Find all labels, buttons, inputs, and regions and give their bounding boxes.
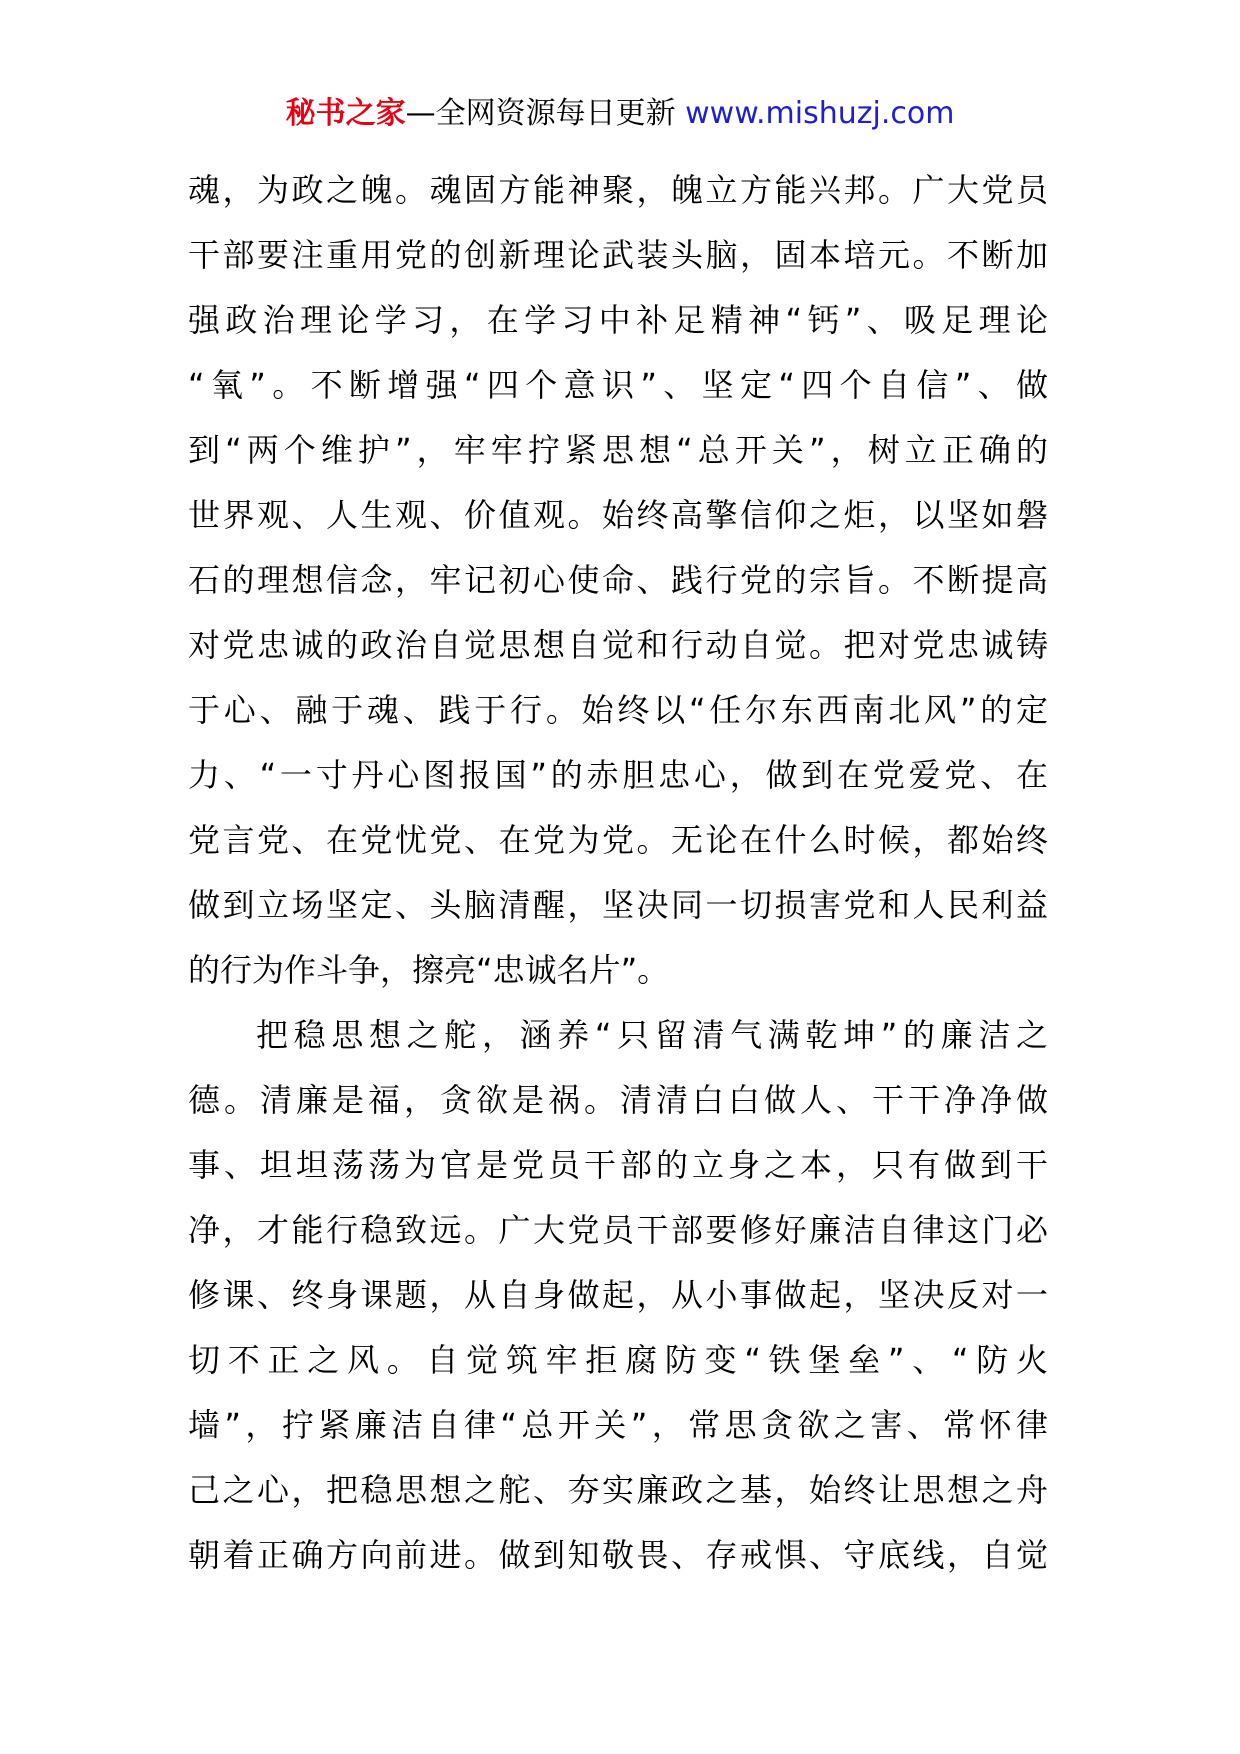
body-line: 干部要注重用党的创新理论武装头脑，固本培元。不断加 [188, 236, 1048, 274]
body-line: 到“两个维护”，牢牢拧紧思想“总开关”，树立正确的 [188, 431, 1048, 469]
body-line: 强政治理论学习，在学习中补足精神“钙”、吸足理论 [188, 301, 1048, 339]
watermark-header [0, 92, 1240, 136]
body-line: 于心、融于魂、践于行。始终以“任尔东西南北风”的定 [188, 691, 1048, 729]
site-url[interactable]: www.mishuzj.com [685, 96, 955, 131]
body-line: 世界观、人生观、价值观。始终高擎信仰之炬，以坚如磐 [188, 496, 1048, 534]
body-line: 净，才能行稳致远。广大党员干部要修好廉洁自律这门必 [188, 1211, 1048, 1249]
body-line: 石的理想信念，牢记初心使命、践行党的宗旨。不断提高 [188, 561, 1048, 599]
body-line: 切不正之风。自觉筑牢拒腐防变“铁堡垒”、“防火 [188, 1341, 1048, 1379]
body-line: 力、“一寸丹心图报国”的赤胆忠心，做到在党爱党、在 [188, 756, 1048, 794]
brand-name: 秘书之家 [285, 96, 406, 131]
body-line: “氧”。不断增强“四个意识”、坚定“四个自信”、做 [188, 366, 1048, 404]
body-line: 的行为作斗争，擦亮“忠诚名片”。 [188, 951, 670, 989]
body-line: 事、坦坦荡荡为官是党员干部的立身之本，只有做到干 [188, 1146, 1048, 1184]
body-line: 己之心，把稳思想之舵、夯实廉政之基，始终让思想之舟 [188, 1471, 1048, 1509]
document-body [188, 158, 1048, 1588]
body-line: 对党忠诚的政治自觉思想自觉和行动自觉。把对党忠诚铸 [188, 626, 1048, 664]
body-line: 党言党、在党忧党、在党为党。无论在什么时候，都始终 [188, 821, 1048, 859]
header-tagline: —全网资源每日更新 [405, 96, 686, 131]
paragraph-start-line: 把稳思想之舵，涵养“只留清气满乾坤”的廉洁之 [256, 1016, 1048, 1054]
body-line: 魂，为政之魄。魂固方能神聚，魄立方能兴邦。广大党员 [188, 171, 1048, 209]
body-line: 墙”，拧紧廉洁自律“总开关”，常思贪欲之害、常怀律 [188, 1406, 1048, 1444]
body-line: 做到立场坚定、头脑清醒，坚决同一切损害党和人民利益 [188, 886, 1048, 924]
body-line: 德。清廉是福，贪欲是祸。清清白白做人、干干净净做 [188, 1081, 1048, 1119]
body-line: 朝着正确方向前进。做到知敬畏、存戒惧、守底线，自觉 [188, 1536, 1048, 1574]
body-line: 修课、终身课题，从自身做起，从小事做起，坚决反对一 [188, 1276, 1048, 1314]
